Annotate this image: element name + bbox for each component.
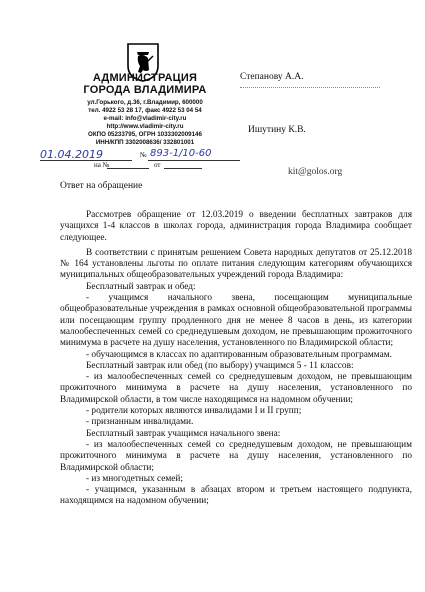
list-item: - признанным инвалидами. (86, 417, 194, 428)
from-label: от (154, 161, 161, 169)
org-okpo: ОКПО 05233795, ОГРН 1033302009146 (88, 131, 202, 138)
list-item: - учащимся, указанным в абзацах втором и третьем настоящего подпункта, находящимся на надомном обучении; (60, 485, 412, 507)
registration-date: 01.04.2019 (40, 148, 103, 161)
paragraph-breakfast-heading: Бесплатный завтрак учащимся начального звена: (86, 428, 281, 439)
subject-line: Ответ на обращение (60, 181, 143, 191)
registration-number: 893-1/10-60 (150, 148, 212, 159)
org-name-line1: АДМИНИСТРАЦИЯ (92, 72, 198, 84)
letter-body (60, 210, 412, 508)
registration-number-sign: № (140, 151, 147, 159)
recipient-1-name: Степанову А.А. (240, 72, 304, 82)
on-number-label: на № (94, 161, 110, 169)
list-item: - из малообеспеченных семей со среднедушевым доходом, не превышающим прожиточного минимума в расчете на душу населения, установленного по Владимирской области; (60, 439, 412, 473)
list-item: - родители которых являются инвалидами I и II групп; (86, 406, 302, 417)
paragraph-intro: Рассмотрев обращение от 12.03.2019 о введении бесплатных завтраков для учащихся 1-4 классов в школах города, администрация города Владимира сообщает следующее. (60, 210, 412, 243)
org-website: http://www.vladimir-city.ru (106, 123, 184, 130)
list-item: - из малообеспеченных семей со среднедушевым доходом, не превышающим прожиточного минимума в расчете на душу населения, установленного по Владимирской области, в том числе находящимся на надомном обучении; (60, 372, 412, 405)
list-item: - обучающимся в классах по адаптированным образовательным программам. (86, 349, 392, 360)
org-address: ул.Горького, д.36, г.Владимир, 600000 (87, 99, 203, 106)
list-item: - учащимся начального звена, посещающим муниципальные общеобразовательные учреждения в рамках основной общеобразовательной программы или посещающим группу продленного дня не менее 8 часов в день, из категории малообеспеченных семей со среднедушевым доходом, не превышающим прожиточного минимума в расчете на душу населения, установленного по Владимирской области; (60, 293, 412, 349)
org-phone: тел. 4922 53 28 17, факс 4922 53 04 54 (88, 107, 202, 114)
org-name-line2: ГОРОДА ВЛАДИМИРА (83, 84, 207, 96)
paragraph-choice-heading: Бесплатный завтрак или обед (по выбору) учащимся 5 - 11 классов: (86, 360, 354, 371)
recipient-2-name: Ишутину К.В. (248, 125, 306, 135)
list-item: - из многодетных семей; (86, 473, 183, 484)
redacted-line (240, 86, 380, 89)
recipient-email: kit@golos.org (288, 167, 343, 177)
org-inn: ИНН/КПП 3302008636/ 332801001 (95, 139, 195, 146)
paragraph-breakfast-lunch-heading: Бесплатный завтрак и обед: (86, 281, 196, 292)
paragraph-decision: В соответствии с принятым решением Совета народных депутатов от 25.12.2018 № 164 установлены льготы по оплате питания следующим категориям обучающихся муниципальных общеобразовательных учреждений города Владимира: (60, 247, 412, 281)
org-email: e-mail: info@vladimir-city.ru (103, 115, 187, 122)
registration-line (40, 148, 240, 162)
